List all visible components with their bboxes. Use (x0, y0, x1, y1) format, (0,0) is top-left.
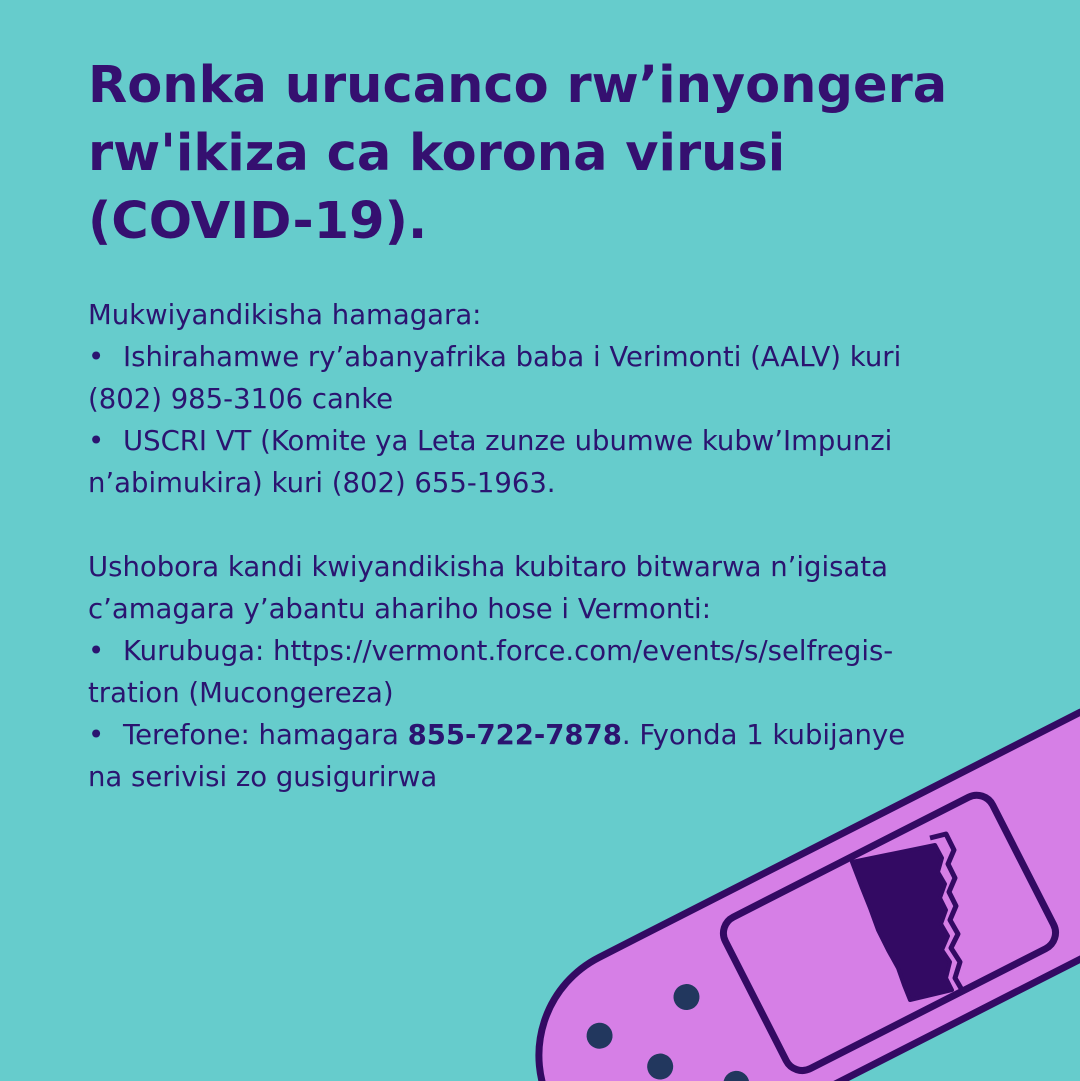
aalv-contact: Ishirahamwe ry’abanyafrika baba i Verimonti (AALV) kuri (123, 341, 902, 373)
phone-continued: na serivisi zo gusigurirwa (88, 761, 438, 793)
phone-suffix: . Fyonda 1 kubijanye (621, 719, 906, 751)
clinic-intro-continued: c’amagara y’abantu ahariho hose i Vermonti: (88, 593, 711, 625)
clinic-intro: Ushobora kandi kwiyandikisha kubitaro bitwarwa n’igisata (88, 551, 888, 583)
website-link-continued[interactable]: tration (Mucongereza) (88, 677, 394, 709)
title-line-2: rw'ikiza ca korona virusi (88, 124, 786, 183)
bullet-icon: • (88, 719, 105, 751)
bandage-strip (501, 662, 1080, 1081)
phone-prefix: Terefone: hamagara (123, 719, 408, 751)
uscri-contact: USCRI VT (Komite ya Leta zunze ubumwe kubw’Impunzi (123, 425, 893, 457)
registration-intro: Mukwiyandikisha hamagara: (88, 299, 482, 331)
uscri-contact-continued: n’abimukira) kuri (802) 655-1963. (88, 467, 556, 499)
title-line-3: (COVID-19). (88, 192, 428, 251)
bullet-icon: • (88, 635, 105, 667)
bullet-icon: • (88, 341, 105, 373)
bullet-icon: • (88, 425, 105, 457)
phone-number[interactable]: 855-722-7878 (407, 719, 622, 751)
website-link[interactable]: Kurubuga: https://vermont.force.com/events/s/selfregis- (123, 635, 894, 667)
title-line-1: Ronka urucanco rw’inyongera (88, 56, 948, 115)
aalv-contact-continued: (802) 985-3106 canke (88, 383, 394, 415)
